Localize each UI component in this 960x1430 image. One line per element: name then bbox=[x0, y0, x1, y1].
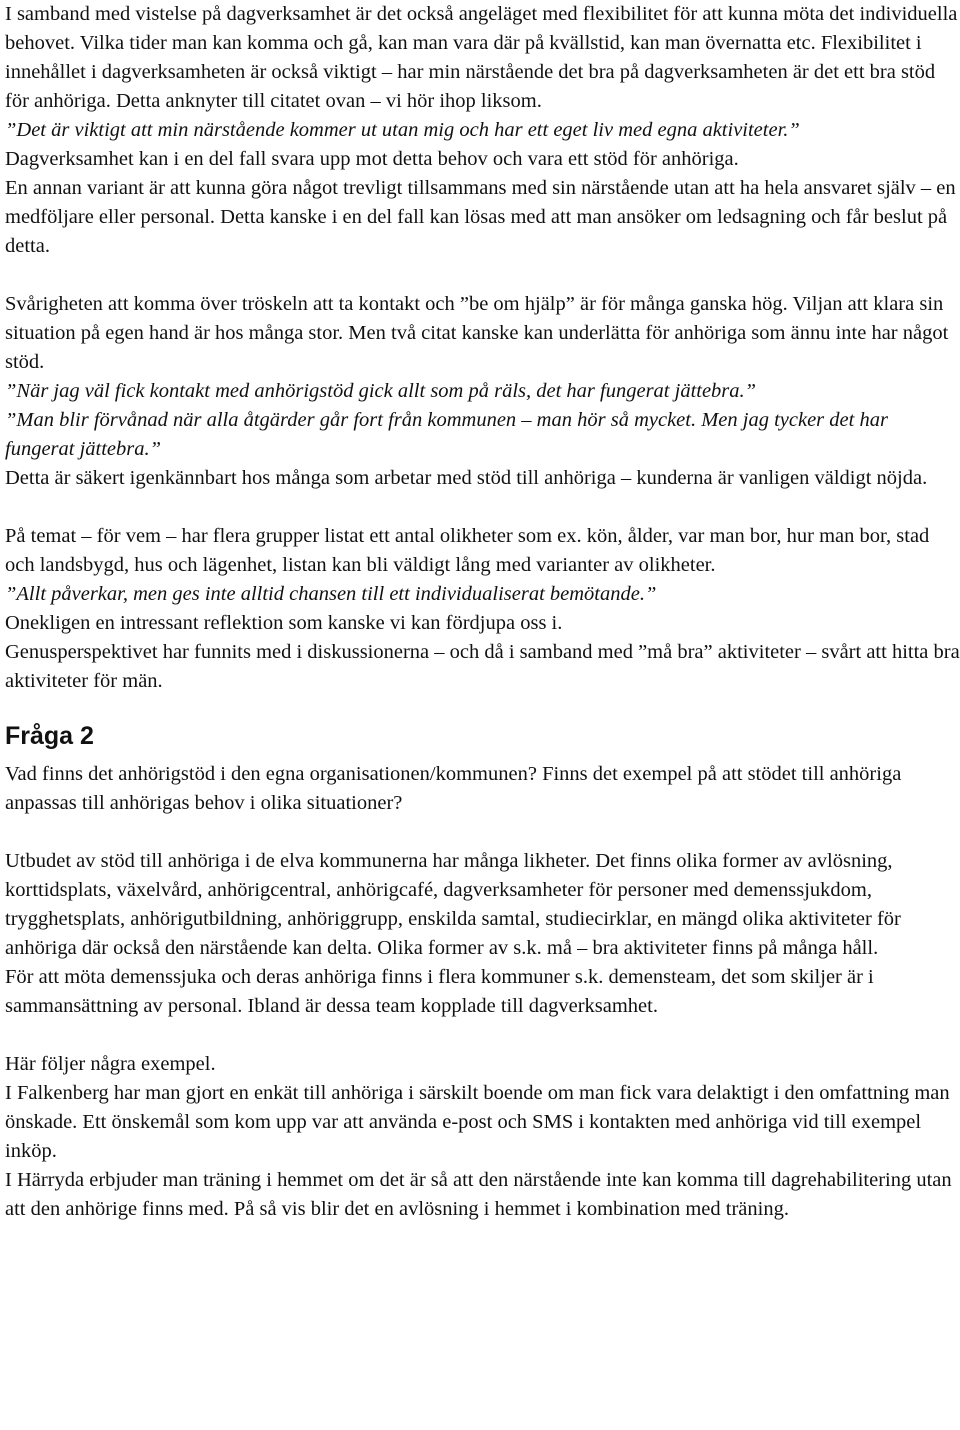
spacer bbox=[5, 1021, 960, 1050]
paragraph: I Falkenberg har man gjort en enkät till anhöriga i särskilt boende om man fick vara delaktigt i den omfattning man önskade. Ett önskemål som kom upp var att använda e-post och SMS i kontakten med anhöriga vid till exempel inköp. bbox=[5, 1082, 950, 1162]
section-for-whom bbox=[5, 522, 960, 696]
paragraph: En annan variant är att kunna göra något trevligt tillsammans med sin närstående utan att ha hela ansvaret själv – en medföljare eller personal. Detta kanske i en del fall kan lösas med att man ansöker om ledsagning och får beslut på detta. bbox=[5, 177, 956, 257]
paragraph: I Härryda erbjuder man träning i hemmet om det är så att den närstående inte kan komma till dagrehabilitering utan att den anhörige finns med. På så vis blir det en avlösning i hemmet i kombination med träning. bbox=[5, 1169, 952, 1220]
paragraph: För att möta demenssjuka och deras anhöriga finns i flera kommuner s.k. demensteam, det som skiljer är i sammansättning av personal. Ibland är dessa team kopplade till dagverksamhet. bbox=[5, 966, 874, 1017]
paragraph: Genusperspektivet har funnits med i diskussionerna – och då i samband med ”må bra” aktiviteter – svårt att hitta bra aktiviteter för män. bbox=[5, 641, 960, 692]
spacer bbox=[5, 696, 960, 716]
section-support-offer bbox=[5, 847, 960, 1021]
spacer bbox=[5, 818, 960, 847]
question-text: Vad finns det anhörigstöd i den egna organisationen/kommunen? Finns det exempel på att stödet till anhöriga anpassas till anhörigas behov i olika situationer? bbox=[5, 763, 902, 814]
paragraph: Utbudet av stöd till anhöriga i de elva kommunerna har många likheter. Det finns olika former av avlösning, korttidsplats, växelvård, anhörigcentral, anhörigcafé, dagverksamheter för personer med demenssjukdom, trygghetsplats, anhörigutbildning, anhöriggrupp, enskilda samtal, studiecirklar, en mängd olika aktiviteter för anhöriga där också den närstående kan delta. Olika former av s.k. må – bra aktiviteter finns på många håll. bbox=[5, 850, 901, 959]
paragraph: I samband med vistelse på dagverksamhet är det också angeläget med flexibilitet för att kunna möta det individuella behovet. Vilka tider man kan komma och gå, kan man vara där på kvällstid, kan man övernatta etc. Flexibilitet i innehållet i dagverksamheten är också viktigt – har min närstående det bra på dagverksamheten är det ett bra stöd för anhöriga. Detta anknyter till citatet ovan – vi hör ihop liksom. bbox=[5, 3, 958, 112]
section-examples bbox=[5, 1050, 960, 1224]
section-day-activity bbox=[5, 0, 960, 261]
paragraph: Dagverksamhet kan i en del fall svara upp mot detta behov och vara ett stöd för anhöriga. bbox=[5, 148, 739, 170]
quote: ”Allt påverkar, men ges inte alltid chansen till ett individualiserat bemötande.” bbox=[5, 583, 657, 605]
document-page bbox=[5, 0, 960, 1224]
section-threshold bbox=[5, 290, 960, 493]
paragraph: På temat – för vem – har flera grupper listat ett antal olikheter som ex. kön, ålder, var man bor, hur man bor, stad och landsbygd, hus och lägenhet, listan kan bli väldigt lång med varianter av olikheter. bbox=[5, 525, 930, 576]
section-heading: Fråga 2 bbox=[5, 722, 94, 750]
paragraph: Här följer några exempel. bbox=[5, 1053, 216, 1075]
paragraph: Onekligen en intressant reflektion som kanske vi kan fördjupa oss i. bbox=[5, 612, 563, 634]
spacer bbox=[5, 261, 960, 290]
quote: ”Det är viktigt att min närstående kommer ut utan mig och har ett eget liv med egna aktiviteter.” bbox=[5, 119, 800, 141]
paragraph: Svårigheten att komma över tröskeln att ta kontakt och ”be om hjälp” är för många ganska hög. Viljan att klara sin situation på egen hand är hos många stor. Men två citat kanske kan underlätta för anhöriga som ännu inte har något stöd. bbox=[5, 293, 949, 373]
quote: ”Man blir förvånad när alla åtgärder går fort från kommunen – man hör så mycket. Men jag tycker det har fungerat jättebra.” bbox=[5, 409, 888, 460]
paragraph: Detta är säkert igenkännbart hos många som arbetar med stöd till anhöriga – kunderna är vanligen väldigt nöjda. bbox=[5, 467, 928, 489]
quote: ”När jag väl fick kontakt med anhörigstöd gick allt som på räls, det har fungerat jättebra.” bbox=[5, 380, 757, 402]
spacer bbox=[5, 493, 960, 522]
